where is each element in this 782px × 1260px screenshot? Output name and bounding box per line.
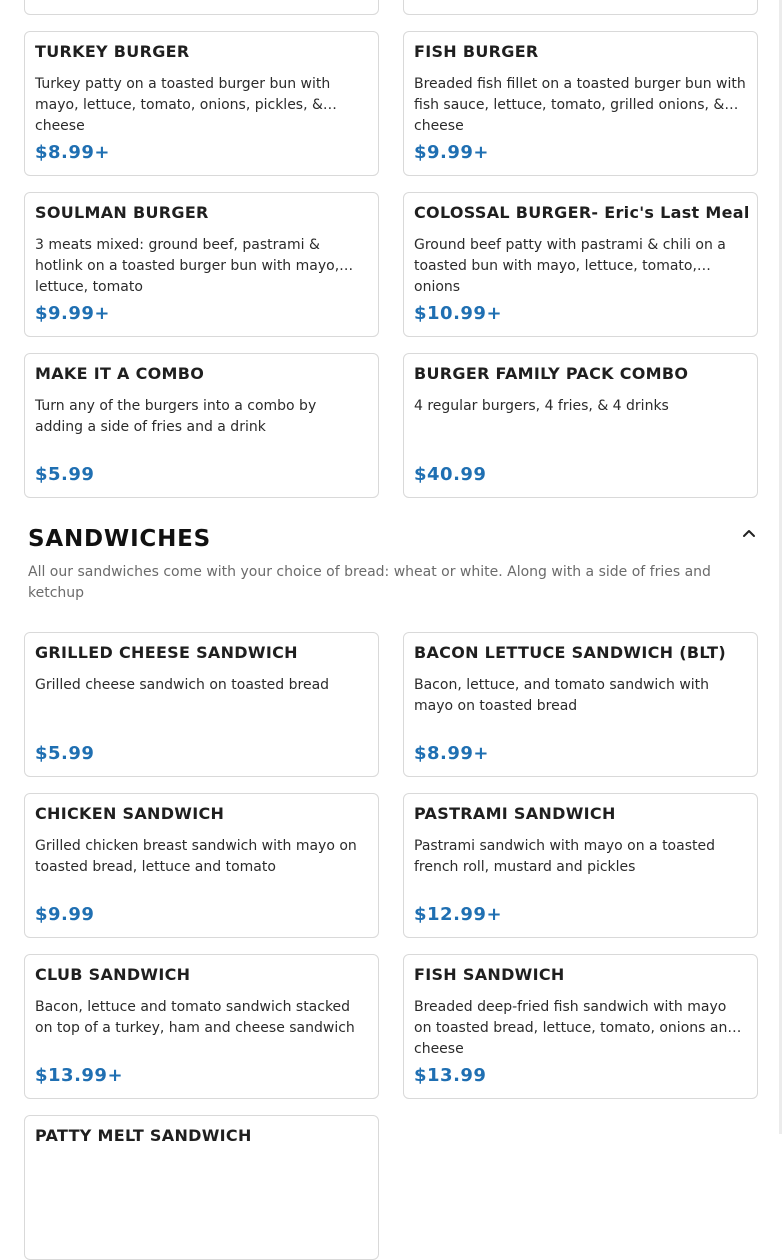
menu-item-price: $9.99+ <box>35 303 111 324</box>
menu-item-card[interactable] <box>403 192 758 337</box>
menu-item-price: $13.99 <box>414 1065 487 1086</box>
menu-item-description: Grilled chicken breast sandwich with mayo on toasted bread, lettuce and tomato <box>35 838 357 875</box>
menu-item-price: $40.99 <box>414 464 487 485</box>
menu-item-price: $8.99+ <box>35 142 111 163</box>
menu-item-name: TURKEY BURGER <box>35 42 190 61</box>
menu-item-card[interactable] <box>403 31 758 176</box>
menu-item-card[interactable] <box>24 793 379 938</box>
menu-item-card[interactable] <box>24 31 379 176</box>
menu-item-card[interactable] <box>403 954 758 1099</box>
menu-item-name: GRILLED CHEESE SANDWICH <box>35 643 298 662</box>
menu-item-price: $9.99 <box>35 904 95 925</box>
menu-item-card[interactable] <box>24 632 379 777</box>
menu-item-card-partial[interactable] <box>24 0 379 15</box>
menu-item-price: $8.99+ <box>414 743 490 764</box>
menu-item-name: BURGER FAMILY PACK COMBO <box>414 364 689 383</box>
menu-item-card[interactable] <box>24 954 379 1099</box>
menu-item-name: FISH SANDWICH <box>414 965 565 984</box>
menu-item-name: PATTY MELT SANDWICH <box>35 1126 252 1145</box>
menu-item-name: PASTRAMI SANDWICH <box>414 804 616 823</box>
menu-item-card[interactable] <box>403 793 758 938</box>
menu-item-description: 4 regular burgers, 4 fries, & 4 drinks <box>414 398 669 414</box>
menu-item-card[interactable] <box>403 632 758 777</box>
menu-item-description: Bacon, lettuce, and tomato sandwich with mayo on toasted bread <box>414 677 710 714</box>
menu-item-name: COLOSSAL BURGER- Eric's Last Meal <box>414 203 750 222</box>
section-description: All our sandwiches come with your choice of bread: wheat or white. Along with a side of fries and ketchup <box>28 564 711 601</box>
menu-item-name: CLUB SANDWICH <box>35 965 191 984</box>
menu-item-description: Grilled cheese sandwich on toasted bread <box>35 677 330 693</box>
menu-item-price: $13.99+ <box>35 1065 124 1086</box>
menu-item-name: BACON LETTUCE SANDWICH (BLT) <box>414 643 727 662</box>
menu-item-name: FISH BURGER <box>414 42 539 61</box>
menu-item-description: Ground beef patty with pastrami & chili on a toasted bun with mayo, lettuce, tomato, onions <box>414 237 726 295</box>
menu-item-card[interactable] <box>403 353 758 498</box>
menu-item-description: Turn any of the burgers into a combo by adding a side of fries and a drink <box>35 398 317 435</box>
menu-item-card[interactable] <box>24 353 379 498</box>
section-collapse-button[interactable] <box>738 522 760 544</box>
menu-item-price: $5.99 <box>35 464 95 485</box>
menu-item-description: Turkey patty on a toasted burger bun with mayo, lettuce, tomato, onions, pickles, & cheese <box>35 76 331 134</box>
menu-item-name: MAKE IT A COMBO <box>35 364 205 383</box>
menu-item-price: $12.99+ <box>414 904 503 925</box>
menu-item-price: $9.99+ <box>414 142 490 163</box>
menu-item-card-partial[interactable] <box>403 0 758 15</box>
menu-item-card[interactable] <box>24 192 379 337</box>
menu-item-description: Bacon, lettuce and tomato sandwich stacked on top of a turkey, ham and cheese sandwich <box>35 999 355 1036</box>
menu-item-description: Breaded deep-fried fish sandwich with mayo on toasted bread, lettuce, tomato, onions and cheese <box>414 999 737 1057</box>
menu-item-description: Breaded fish fillet on a toasted burger bun with fish sauce, lettuce, tomato, grilled onions, & cheese <box>414 76 746 134</box>
section-title: SANDWICHES <box>28 526 212 552</box>
menu-item-card[interactable] <box>24 1115 379 1260</box>
menu-item-price: $5.99 <box>35 743 95 764</box>
menu-item-price: $10.99+ <box>414 303 503 324</box>
chevron-up-icon <box>742 528 756 538</box>
menu-item-description: Pastrami sandwich with mayo on a toasted french roll, mustard and pickles <box>414 838 715 875</box>
menu-item-name: SOULMAN BURGER <box>35 203 209 222</box>
menu-item-description: 3 meats mixed: ground beef, pastrami & hotlink on a toasted burger bun with mayo, lettuce, tomato <box>35 237 340 295</box>
menu-item-name: CHICKEN SANDWICH <box>35 804 225 823</box>
section-header-sandwiches <box>28 522 758 604</box>
